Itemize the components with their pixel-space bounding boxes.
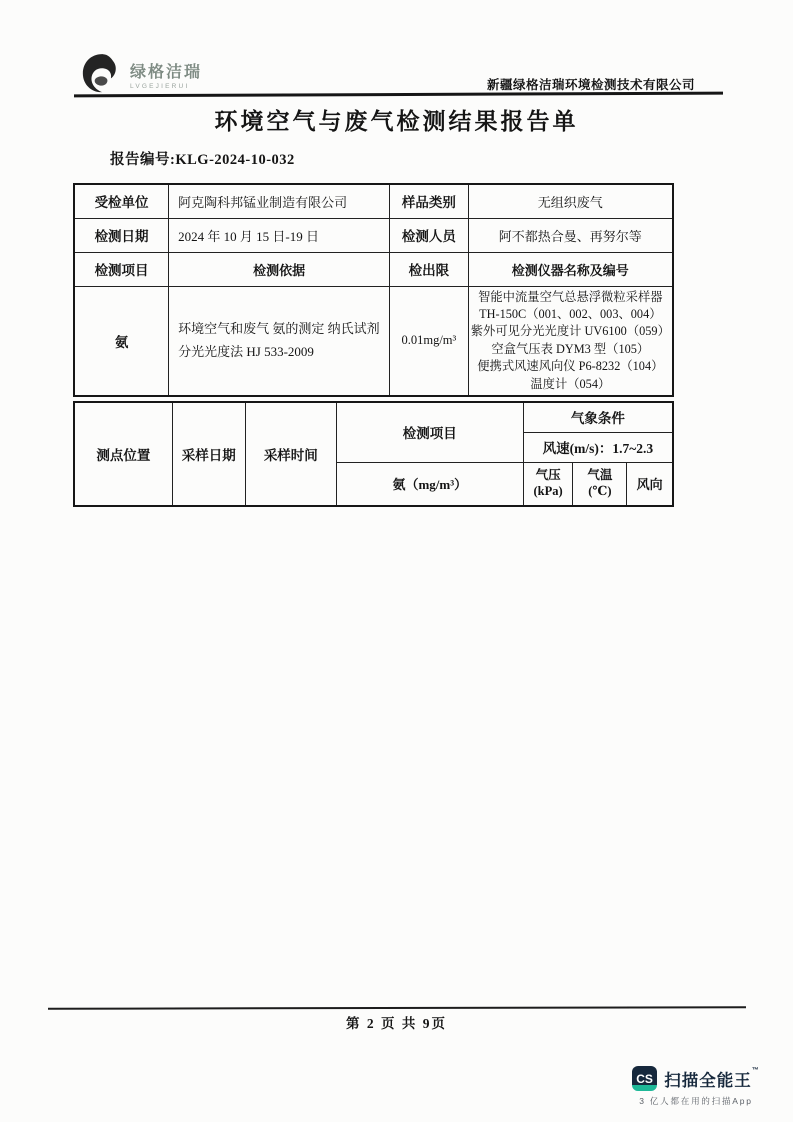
instrument-line: 便携式风速风向仪 P6-8232（104） bbox=[477, 359, 664, 374]
page-number: 第 2 页 共 9页 bbox=[346, 1016, 447, 1031]
test-method-line2: 分光光度法 HJ 533-2009 bbox=[178, 343, 314, 359]
header-temperature-line1: 气温 bbox=[587, 468, 613, 483]
camscanner-watermark bbox=[621, 1066, 771, 1107]
header-weather-conditions: 气象条件 bbox=[523, 402, 673, 432]
measurement-header-row-1 bbox=[74, 402, 673, 432]
header-temperature bbox=[573, 462, 627, 506]
company-logo bbox=[78, 52, 202, 96]
label-sample-type: 样品类别 bbox=[390, 184, 468, 218]
info-row-unit bbox=[74, 184, 673, 218]
header-ammonia: 氨（mg/m³） bbox=[336, 462, 523, 506]
instrument-line: 智能中流量空气总悬浮微粒采样器 bbox=[478, 289, 663, 304]
header-pressure bbox=[523, 462, 573, 506]
item-name-ammonia: 氨 bbox=[74, 286, 169, 396]
instrument-line: 紫外可见分光光度计 UV6100（059） bbox=[470, 324, 670, 339]
report-number bbox=[110, 148, 295, 169]
value-inspected-unit: 阿克陶科邦锰业制造有限公司 bbox=[169, 184, 390, 218]
value-test-personnel: 阿不都热合曼、再努尔等 bbox=[468, 218, 673, 252]
company-name: 新疆绿格洁瑞环境检测技术有限公司 bbox=[486, 78, 695, 92]
header-pressure-line2: (kPa) bbox=[533, 483, 563, 498]
header-pressure-line1: 气压 bbox=[535, 468, 561, 483]
instrument-line: 空盒气压表 DYM3 型（105） bbox=[491, 341, 650, 356]
info-row-headers bbox=[74, 252, 673, 286]
sample-info-table bbox=[73, 183, 674, 397]
logo-swirl-icon bbox=[78, 52, 124, 96]
label-instrument-names: 检测仪器名称及编号 bbox=[468, 252, 673, 286]
measurement-table-head bbox=[74, 402, 673, 506]
label-test-personnel: 检测人员 bbox=[390, 218, 468, 252]
test-method-line1: 环境空气和废气 氨的测定 纳氏试剂 bbox=[178, 321, 380, 337]
instruments-cell bbox=[468, 286, 673, 396]
instrument-line: TH-150C（001、002、003、004） bbox=[479, 306, 662, 321]
report-content bbox=[73, 183, 674, 507]
header-sampling-date: 采样日期 bbox=[172, 402, 245, 506]
label-test-item: 检测项目 bbox=[74, 252, 169, 286]
header-test-item: 检测项目 bbox=[336, 402, 523, 462]
instrument-line: 温度计（054） bbox=[530, 376, 611, 391]
header-sampling-time: 采样时间 bbox=[245, 402, 336, 506]
footer-divider bbox=[48, 1006, 746, 1009]
value-test-date: 2024 年 10 月 15 日-19 日 bbox=[169, 218, 390, 252]
detection-limit-value: 0.01mg/m³ bbox=[390, 286, 468, 396]
info-row-date bbox=[74, 218, 673, 252]
label-detection-limit: 检出限 bbox=[390, 252, 468, 286]
camscanner-tm: ™ bbox=[751, 1066, 760, 1074]
logo-text-cn: 绿格洁瑞 bbox=[130, 63, 203, 81]
document-title: 环境空气与废气检测结果报告单 bbox=[214, 109, 579, 134]
header-temperature-line2: (℃) bbox=[588, 483, 612, 498]
header-wind-direction: 风向 bbox=[627, 462, 673, 506]
label-inspected-unit: 受检单位 bbox=[74, 184, 169, 218]
report-number-label: 报告编号: bbox=[110, 152, 176, 168]
camscanner-name bbox=[664, 1067, 760, 1091]
measurement-table bbox=[73, 401, 674, 507]
logo-text-en: LVGEJIERUI bbox=[130, 82, 190, 90]
label-test-date: 检测日期 bbox=[74, 218, 169, 252]
value-sample-type: 无组织废气 bbox=[468, 184, 673, 218]
report-number-value: KLG-2024-10-032 bbox=[175, 152, 295, 168]
test-method-cell bbox=[169, 286, 390, 396]
info-row-ammonia bbox=[74, 286, 673, 396]
camscanner-badge-icon: CS bbox=[632, 1066, 657, 1091]
camscanner-tagline: 3 亿人都在用的扫描App bbox=[639, 1096, 753, 1106]
camscanner-name-text: 扫描全能王 bbox=[664, 1071, 752, 1090]
header-wind-speed: 风速(m/s)：1.7~2.3 bbox=[523, 432, 673, 462]
header-sampling-location: 测点位置 bbox=[74, 402, 172, 506]
label-test-basis: 检测依据 bbox=[169, 252, 390, 286]
